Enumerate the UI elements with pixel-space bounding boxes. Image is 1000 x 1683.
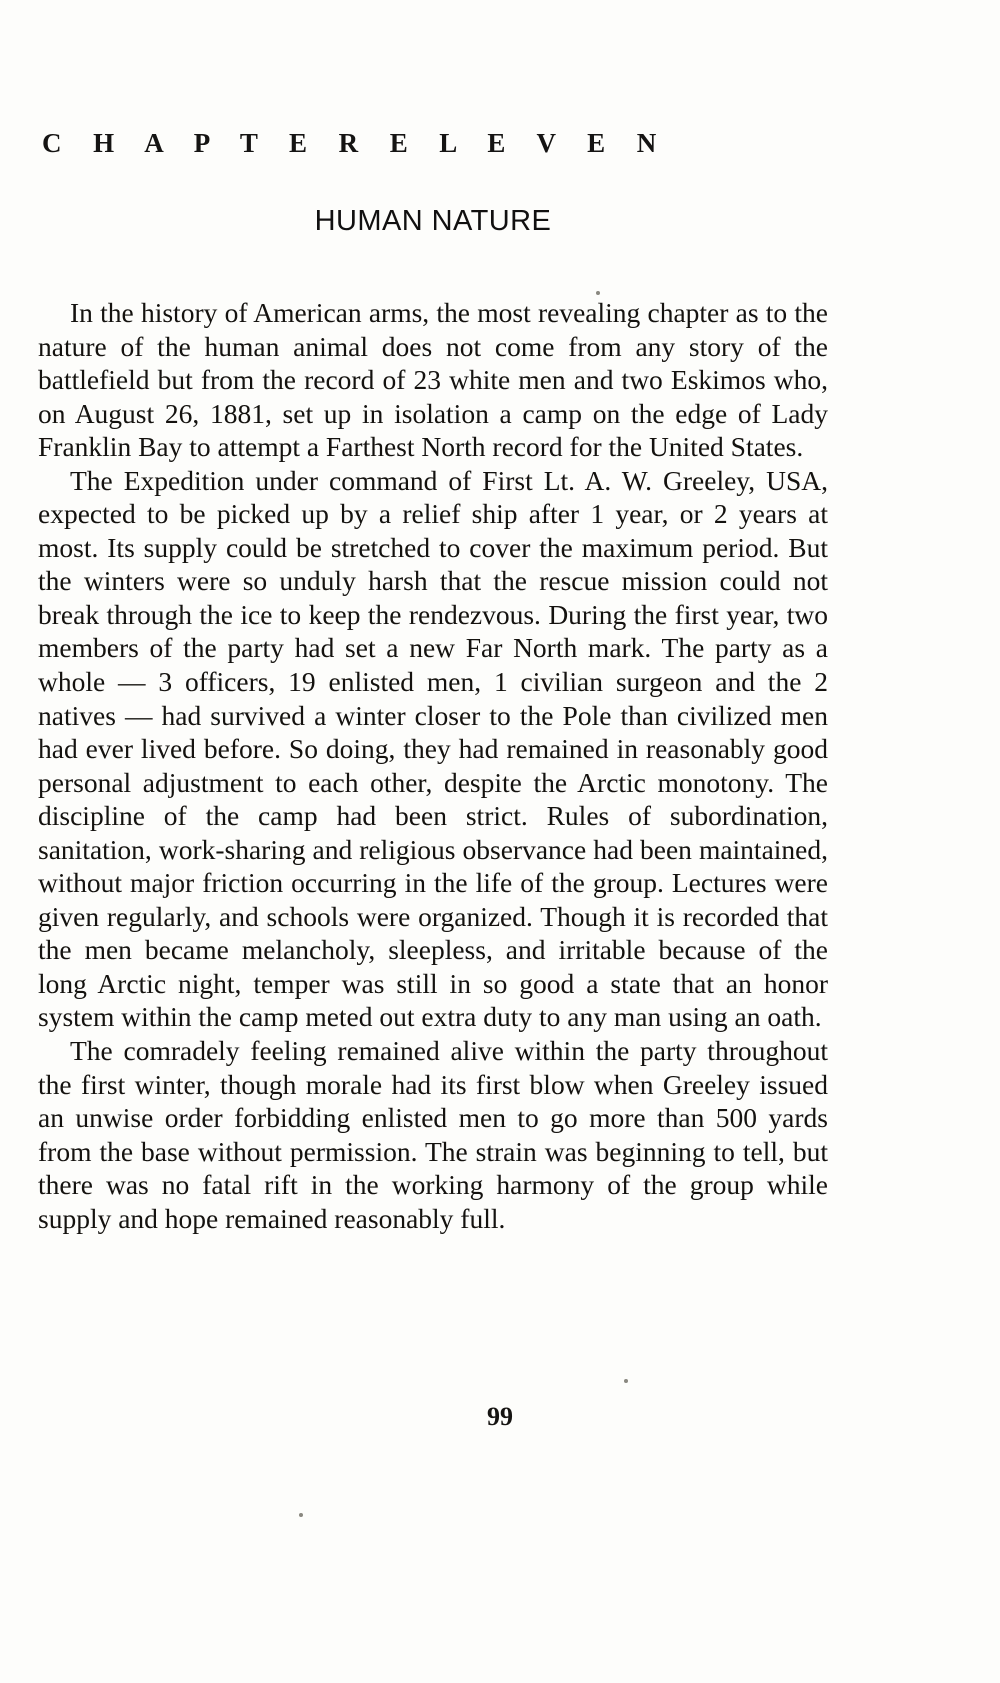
print-speck — [624, 1379, 628, 1383]
print-speck — [596, 291, 600, 295]
chapter-label: C H A P T E R E L E V E N — [42, 128, 669, 158]
print-speck — [299, 1513, 303, 1517]
paragraph: In the history of American arms, the most revealing chapter as to the nature of the human animal does not come from any story of the battlefield but from the record of 23 white men and two Eskimos who, on August 26, 1881, set up in isolation a camp on the edge of Lady Franklin Bay to attempt a Farthest North record for the United States. — [38, 297, 828, 463]
paragraph: The comradely feeling remained alive within the party throughout the first winter, though morale had its first blow when Greeley issued an unwise order forbidding enlisted men to go more than 500 yards from the base without permission. The strain was beginning to tell, but there was no fatal rift in the working harmony of the group while supply and hope remained reasonably full. — [38, 1035, 828, 1234]
body-text — [38, 296, 828, 1235]
page-number: 99 — [487, 1402, 513, 1431]
page-title: HUMAN NATURE — [314, 205, 552, 237]
page-content — [38, 128, 828, 1235]
paragraph: The Expedition under command of First Lt. A. W. Greeley, USA, expected to be picked up by a relief ship after 1 year, or 2 years at most. Its supply could be stretched to cover the maximum period. But the winters were so unduly harsh that the rescue mission could not break through the ice to keep the rendezvous. During the first year, two members of the party had set a new Far North mark. The party as a whole — 3 officers, 19 enlisted men, 1 civilian surgeon and the 2 natives — had survived a winter closer to the Pole than civilized men had ever lived before. So doing, they had remained in reasonably good personal adjustment to each other, despite the Arctic monotony. The discipline of the camp had been strict. Rules of subordination, sanitation, work-sharing and religious observance had been maintained, without major friction occurring in the life of the group. Lectures were given regularly, and schools were organized. Though it is recorded that the men became melancholy, sleepless, and irritable because of the long Arctic night, temper was still in so good a state that an honor system within the camp meted out extra duty to any man using an oath. — [38, 464, 828, 1033]
